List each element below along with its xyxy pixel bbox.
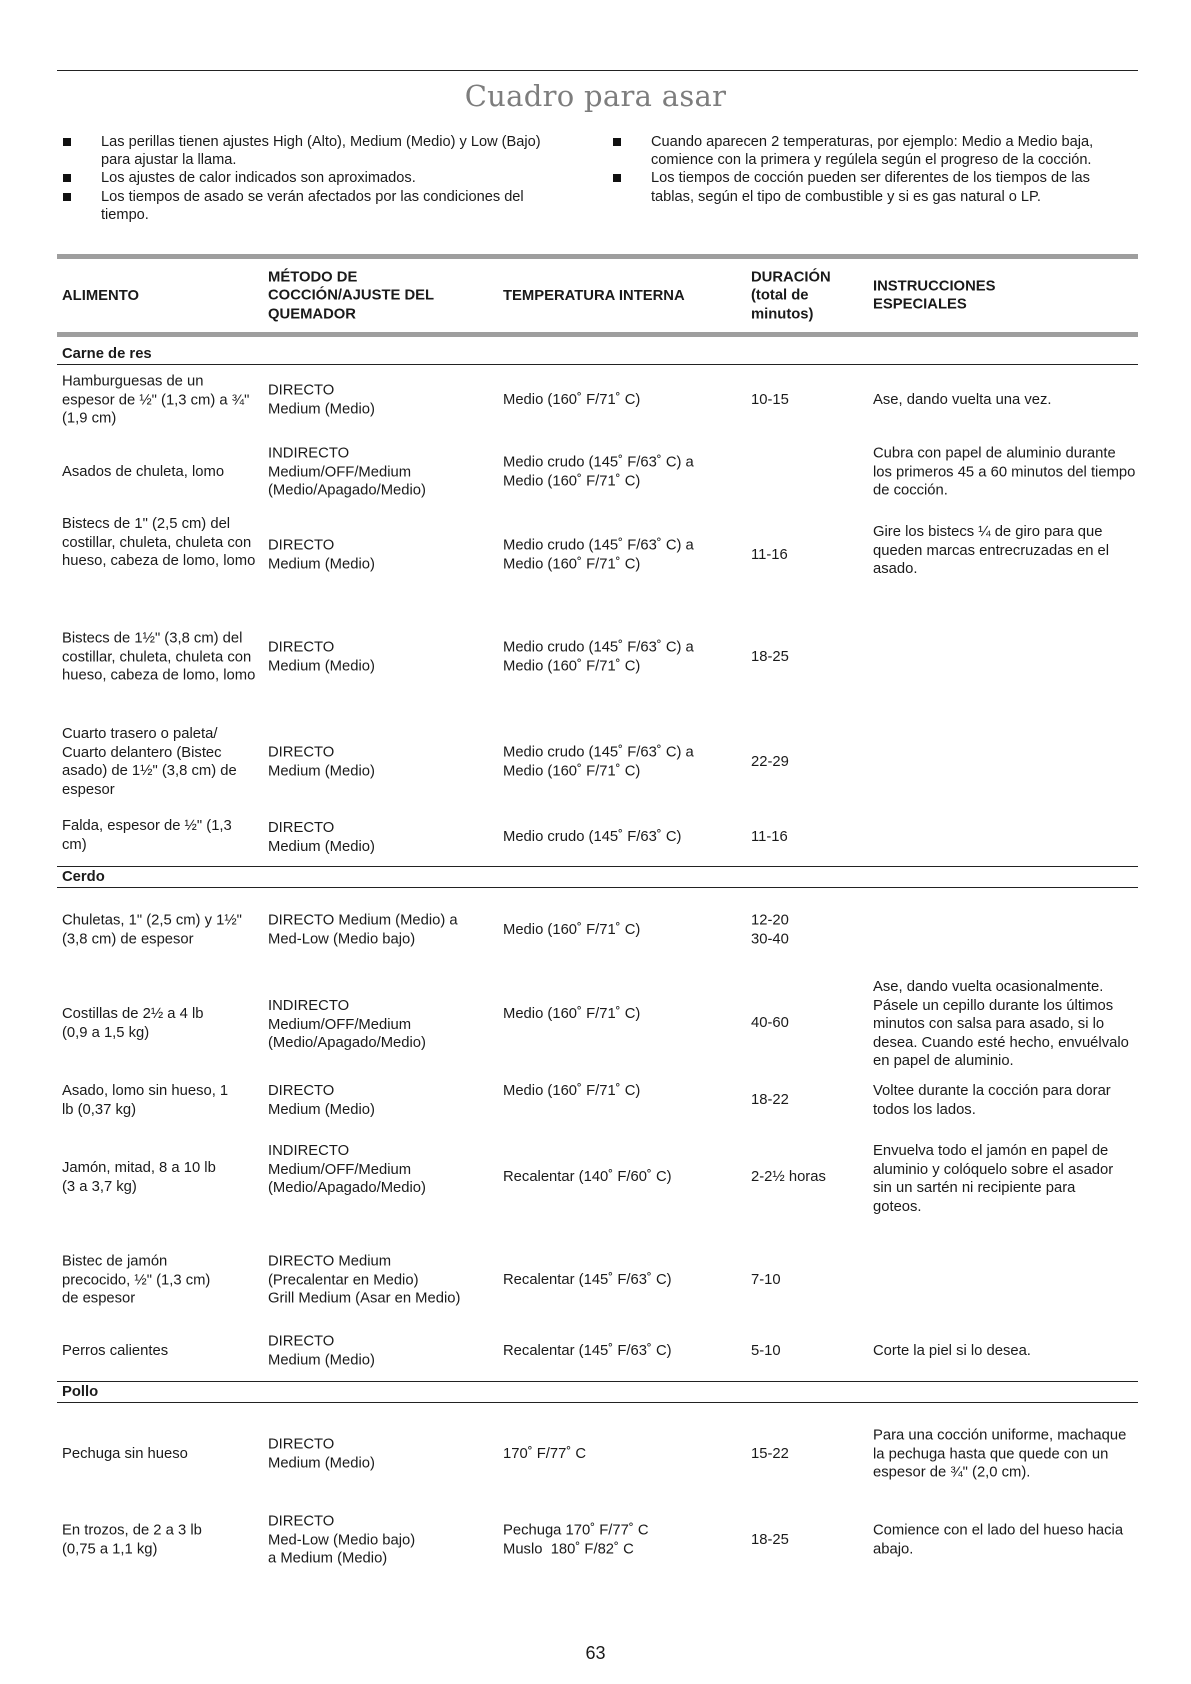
cell-duration: 18-25: [751, 648, 789, 665]
cell-food: Bistec de jamón precocido, ½" (1,3 cm) de espesor: [62, 1253, 211, 1307]
note-text: Los ajustes de calor indicados son aproximados.: [101, 170, 416, 187]
cell-method: DIRECTO Medium (Precalentar en Medio) Grill Medium (Asar en Medio): [268, 1253, 461, 1307]
notes-left: [57, 133, 567, 224]
cell-method: DIRECTO Medium (Medio): [268, 382, 375, 417]
table-row: [57, 1403, 1138, 1505]
cell-temperature: Medio crudo (145˚ F/63˚ C) a Medio (160˚ F/71˚ C): [503, 454, 694, 489]
cell-method: DIRECTO Medium (Medio): [268, 639, 375, 674]
section-chicken: [57, 1381, 1138, 1403]
cell-instructions: Ase, dando vuelta una vez.: [873, 391, 1052, 408]
cell-temperature: Recalentar (140˚ F/60˚ C): [503, 1169, 672, 1185]
cell-food: Costillas de 2½ a 4 lb (0,9 a 1,5 kg): [62, 1006, 204, 1041]
square-bullet-icon: [63, 193, 71, 201]
table-row: [57, 972, 1138, 1082]
cell-food: Hamburguesas de un espesor de ½" (1,3 cm) a ¾" (1,9 cm): [62, 373, 250, 427]
table-row: [57, 601, 1138, 713]
cell-temperature: Pechuga 170˚ F/77˚ C Muslo 180˚ F/82˚ C: [503, 1522, 649, 1557]
square-bullet-icon: [613, 138, 621, 146]
cell-temperature: Medio (160˚ F/71˚ C): [503, 1083, 641, 1099]
cell-duration: 22-29: [751, 753, 789, 770]
cell-instructions: Para una cocción uniforme, machaque la pechuga hasta que quede con un espesor de ¾" (2,0 cm).: [873, 1427, 1127, 1481]
cell-duration: 15-22: [751, 1445, 789, 1462]
section-title: Cerdo: [62, 869, 105, 885]
section-pork: [57, 866, 1138, 888]
cell-method: INDIRECTO Medium/OFF/Medium (Medio/Apagado/Medio): [268, 445, 426, 499]
cell-method: DIRECTO Medium (Medio): [268, 537, 375, 572]
cell-temperature: Medio crudo (145˚ F/63˚ C) a Medio (160˚ F/71˚ C): [503, 537, 694, 572]
note-text: Los tiempos de asado se verán afectados por las condiciones del tiempo.: [101, 188, 524, 223]
cell-instructions: Gire los bistecs ¼ de giro para que queden marcas entrecruzadas en el asado.: [873, 524, 1110, 577]
cell-food: Asado, lomo sin hueso, 1 lb (0,37 kg): [62, 1083, 229, 1118]
cell-duration: 10-15: [751, 391, 789, 408]
cell-duration: 2-2½ horas: [751, 1169, 826, 1185]
cell-food: Falda, espesor de ½" (1,3 cm): [62, 818, 232, 853]
table-row: [57, 365, 1138, 435]
cell-food: Perros calientes: [62, 1342, 169, 1359]
cell-duration: 18-22: [751, 1092, 789, 1108]
cell-food: Asados de chuleta, lomo: [62, 463, 225, 480]
table-row: [57, 435, 1138, 509]
cell-temperature: Medio crudo (145˚ F/63˚ C) a Medio (160˚ F/71˚ C): [503, 744, 694, 779]
cell-temperature: Medio (160˚ F/71˚ C): [503, 921, 641, 938]
page-title: Cuadro para asar: [464, 79, 727, 113]
notes-right: [607, 133, 1127, 206]
section-beef: [57, 337, 1138, 365]
cell-instructions: Envuelva todo el jamón en papel de aluminio y colóquelo sobre el asador sin un sartén ni recipiente para goteos.: [873, 1143, 1114, 1215]
header-instructions: INSTRUCCIONES ESPECIALES: [873, 278, 996, 313]
cell-method: INDIRECTO Medium/OFF/Medium (Medio/Apagado/Medio): [268, 1143, 426, 1196]
square-bullet-icon: [63, 138, 71, 146]
cell-food: Chuletas, 1" (2,5 cm) y 1½" (3,8 cm) de espesor: [62, 912, 242, 947]
table-row: [57, 713, 1138, 811]
cell-instructions: Voltee durante la cocción para dorar todos los lados.: [873, 1083, 1111, 1118]
top-rule: [57, 70, 1138, 71]
cell-method: DIRECTO Med-Low (Medio bajo) a Medium (Medio): [268, 1513, 416, 1567]
cell-food: Bistecs de 1½" (3,8 cm) del costillar, chuleta, chuleta con hueso, cabeza de lomo, lomo: [62, 630, 256, 684]
cell-duration: 40-60: [751, 1015, 789, 1031]
cell-instructions: Ase, dando vuelta ocasionalmente. Pásele un cepillo durante los últimos minutos con salsa para asado, si lo desea. Cuando esté hecho, envuélvalo en papel de aluminio.: [873, 979, 1129, 1069]
table-row: [57, 1321, 1138, 1381]
square-bullet-icon: [613, 174, 621, 182]
cell-method: DIRECTO Medium (Medio) a Med-Low (Medio bajo): [268, 912, 458, 947]
cell-food: En trozos, de 2 a 3 lb (0,75 a 1,1 kg): [62, 1522, 202, 1557]
square-bullet-icon: [63, 174, 71, 182]
note-text: Cuando aparecen 2 temperaturas, por ejemplo: Medio a Medio baja, comience con la primera y regúlela según el progreso de la cocción.: [651, 134, 1094, 169]
note-item: [57, 133, 567, 169]
cell-temperature: Medio (160˚ F/71˚ C): [503, 391, 641, 408]
note-text: Los tiempos de cocción pueden ser diferentes de los tiempos de las tablas, según el tipo de combustible y si es gas natural o LP.: [651, 170, 1090, 205]
table-row: [57, 888, 1138, 972]
header-method: MÉTODO DE COCCIÓN/AJUSTE DEL QUEMADOR: [268, 268, 434, 322]
header-temperature: TEMPERATURA INTERNA: [503, 287, 685, 304]
cell-temperature: Medio crudo (145˚ F/63˚ C) a Medio (160˚ F/71˚ C): [503, 639, 694, 674]
header-food: ALIMENTO: [62, 287, 139, 304]
cell-method: DIRECTO Medium (Medio): [268, 820, 375, 855]
cell-temperature: Medio (160˚ F/71˚ C): [503, 1006, 641, 1022]
cell-temperature: 170˚ F/77˚ C: [503, 1445, 587, 1462]
cell-duration: 7-10: [751, 1271, 781, 1288]
cell-method: INDIRECTO Medium/OFF/Medium (Medio/Apagado/Medio): [268, 998, 426, 1051]
table-row: [57, 811, 1138, 866]
cell-duration: 5-10: [751, 1342, 781, 1359]
cell-temperature: Recalentar (145˚ F/63˚ C): [503, 1271, 672, 1288]
cell-method: DIRECTO Medium (Medio): [268, 1083, 375, 1118]
note-text: Las perillas tienen ajustes High (Alto), Medium (Medio) y Low (Bajo) para ajustar la llama.: [101, 134, 541, 169]
cell-food: Jamón, mitad, 8 a 10 lb (3 a 3,7 kg): [62, 1160, 216, 1195]
cell-method: DIRECTO Medium (Medio): [268, 1333, 375, 1368]
cell-instructions: Cubra con papel de aluminio durante los primeros 45 a 60 minutos del tiempo de cocción.: [873, 445, 1136, 499]
cell-duration: 11-16: [751, 546, 788, 563]
cell-temperature: Medio crudo (145˚ F/63˚ C): [503, 829, 682, 845]
table-row: [57, 1137, 1138, 1239]
table-row: [57, 1239, 1138, 1321]
table-row: [57, 509, 1138, 601]
note-item: [607, 169, 1127, 205]
section-title: Carne de res: [62, 346, 152, 362]
cell-instructions: Corte la piel si lo desea.: [873, 1342, 1031, 1359]
section-title: Pollo: [62, 1384, 99, 1400]
table-row: [57, 1082, 1138, 1137]
cell-duration: 12-20 30-40: [751, 912, 789, 947]
cell-duration: 18-25: [751, 1531, 789, 1548]
note-item: [607, 133, 1127, 169]
cell-method: DIRECTO Medium (Medio): [268, 744, 375, 779]
grilling-table: [57, 254, 1138, 1575]
cell-temperature: Recalentar (145˚ F/63˚ C): [503, 1342, 672, 1359]
table-header: [57, 259, 1138, 332]
page-number: 63: [585, 1643, 606, 1663]
note-item: [57, 169, 567, 187]
table-row: [57, 1505, 1138, 1575]
cell-instructions: Comience con el lado del hueso hacia abajo.: [873, 1522, 1124, 1557]
note-item: [57, 188, 567, 224]
cell-food: Cuarto trasero o paleta/ Cuarto delantero (Bistec asado) de 1½" (3,8 cm) de espesor: [62, 726, 237, 798]
cell-food: Bistecs de 1" (2,5 cm) del costillar, chuleta, chuleta con hueso, cabeza de lomo, lomo: [62, 516, 256, 569]
cell-duration: 11-16: [751, 829, 788, 845]
cell-food: Pechuga sin hueso: [62, 1445, 188, 1462]
header-duration: DURACIÓN (total de minutos): [751, 268, 831, 322]
cell-method: DIRECTO Medium (Medio): [268, 1436, 375, 1471]
